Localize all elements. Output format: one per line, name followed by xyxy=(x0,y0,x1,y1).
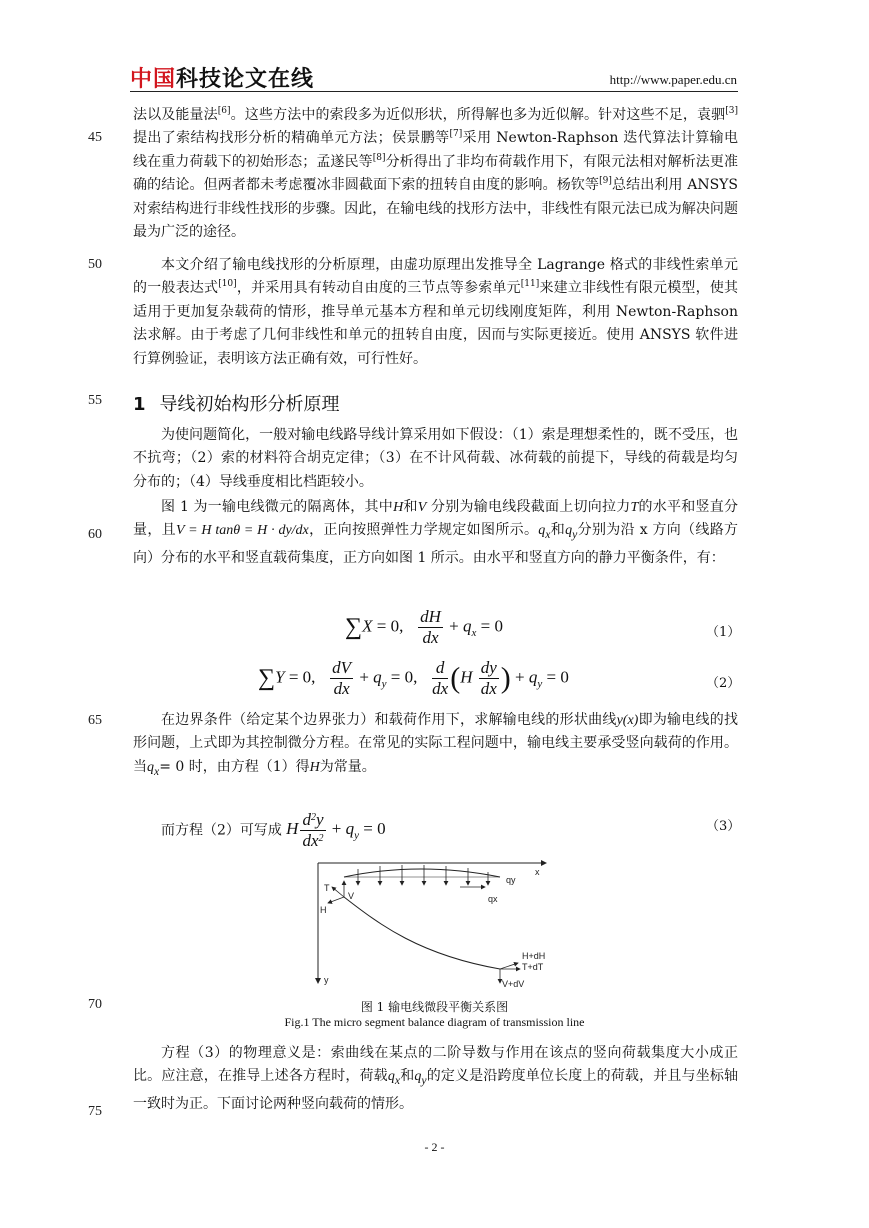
label-x: x xyxy=(535,867,540,877)
equation-2: ∑Y = 0, $\frac{dV}{dx}$ + $q_y = 0$, $\frac{d}{dx}$ (H $\frac{dy}{dx}$ ) + $q_y = 0$ xyxy=(258,658,569,698)
page-number: - 2 - xyxy=(424,1140,445,1154)
citation[interactable]: [3] xyxy=(725,106,739,116)
label-qy: qy xyxy=(506,875,516,885)
body-paragraph-figure-intro: 图 1 为一输电线微元的隔离体，其中H和V 分别为输电线段截面上切向拉力T的水平和竖直分量，且V = H tanθ = H · dy/dx，正向按照弹性力学规定如图所示。$q_x$和$q_y$分别为沿 x 方向（线路方向）分布的水平和竖直载荷集度，正方向如图 1 所示。由水平和竖直方向的静力平衡条件，有： xyxy=(133,499,739,566)
citation[interactable]: [10] xyxy=(218,279,237,290)
logo-black-text: 科技论文在线 xyxy=(176,67,315,92)
label-qx: qx xyxy=(488,894,498,904)
label-TdT: T+dT xyxy=(522,962,544,972)
equation-1: ∑X = 0, $\frac{dH}{dx}$ + $q_x = 0$ xyxy=(345,607,503,647)
label-V: V xyxy=(348,891,355,901)
equation-number: （3） xyxy=(706,819,741,834)
equation-3-line: 而方程（2）可写成 H $\frac{d^2y}{dx^2}$ + $q_y = 0$ xyxy=(161,810,386,850)
citation[interactable]: [6] xyxy=(217,106,231,116)
line-number: 50 xyxy=(88,257,102,272)
citation[interactable]: [9] xyxy=(599,176,612,187)
label-VdV: V+dV xyxy=(502,979,525,989)
logo xyxy=(130,62,314,93)
line-number: 55 xyxy=(88,393,102,408)
inline-formula: V = H tanθ = H · dy/dx xyxy=(175,523,309,539)
section-title: 导线初始构形分析原理 xyxy=(159,394,340,415)
citation[interactable]: [11] xyxy=(520,279,540,290)
header-url[interactable]: http://www.paper.edu.cn xyxy=(609,72,737,87)
line-number: 45 xyxy=(88,130,102,145)
citation[interactable]: [7] xyxy=(449,129,463,140)
section-heading xyxy=(133,390,340,416)
body-paragraph-governing-equation: 在边界条件（给定某个边界张力）和载荷作用下，求解输电线的形状曲线y(x)即为输电线的找形问题，上式即为其控制微分方程。在常见的实际工程问题中，输电线主要承受竖向载荷的作用。当$q_x= 0$ 时，由方程（1）得H为常量。 xyxy=(133,712,739,778)
logo-red-text: 中国 xyxy=(130,67,177,92)
line-number: 70 xyxy=(88,997,102,1012)
intro-paragraph-2: 本文介绍了输电线找形的分析原理，由虚功原理出发推导全 Lagrange 格式的非线性索单元的一般表达式[10]，并采用具有转动自由度的三节点等参索单元[11]来建立非线性有限元模型，使其适用于更加复杂载荷的情形，推导单元基本方程和单元切线刚度矩阵，利用 Newton-Raphson 法求解。由于考虑了几何非线性和单元的扭转自由度，因而与实际更接近。使用 ANSYS 软件进行算例验证，表明该方法正确有效，可行性好。 xyxy=(133,257,739,367)
equation-number: （2） xyxy=(706,676,741,691)
body-paragraph-assumptions: 为使问题简化，一般对输电线路导线计算采用如下假设：（1）索是理想柔性的，既不受压，也不抗弯；（2）索的材料符合胡克定律；（3）在不计风荷载、冰荷载的前提下，导线的荷载是均匀分布的；（4）导线垂度相比档距较小。 xyxy=(133,427,738,490)
label-y: y xyxy=(324,975,329,985)
figure-caption-en: Fig.1 The micro segment balance diagram of transmission line xyxy=(284,1015,585,1029)
figure-caption-cn: 图 1 输电线微段平衡关系图 xyxy=(360,1000,509,1014)
section-number: 1 xyxy=(133,394,146,415)
line-number: 60 xyxy=(88,527,102,542)
label-T: T xyxy=(324,883,330,893)
header-rule xyxy=(130,91,738,92)
label-HdH: H+dH xyxy=(522,951,546,961)
line-number: 75 xyxy=(88,1104,102,1119)
figure-1-diagram xyxy=(310,855,560,995)
label-H: H xyxy=(320,905,327,915)
body-paragraph-physical-meaning: 方程（3）的物理意义是：索曲线在某点的二阶导数与作用在该点的竖向荷载集度大小成正比。应注意，在推导上述各方程时，荷载$q_x$和$q_y$的定义是沿跨度单位长度上的荷载，并且与坐标轴一致时为正。下面讨论两种竖向载荷的情形。 xyxy=(133,1045,739,1112)
equation-number: （1） xyxy=(706,625,741,640)
intro-paragraph-1: 法以及能量法[6]。这些方法中的索段多为近似形状，所得解也多为近似解。针对这些不足，袁驷[3]提出了索结构找形分析的精确单元方法；侯景鹏等[7]采用 Newton-Raphson 迭代算法计算输电线在重力荷载下的初始形态；孟遂民等[8]分析得出了非均布荷载作用下，有限元法相对解析法更准确的结论。但两者都未考虑覆冰非圆截面下索的扭转自由度的影响。杨钦等[9]总结出利用 ANSYS 对索结构进行非线性找形的步骤。因此，在输电线的找形方法中，非线性有限元法已成为解决问题最为广泛的途径。 xyxy=(133,106,739,241)
citation[interactable]: [8] xyxy=(372,152,386,163)
line-number: 65 xyxy=(88,713,102,728)
